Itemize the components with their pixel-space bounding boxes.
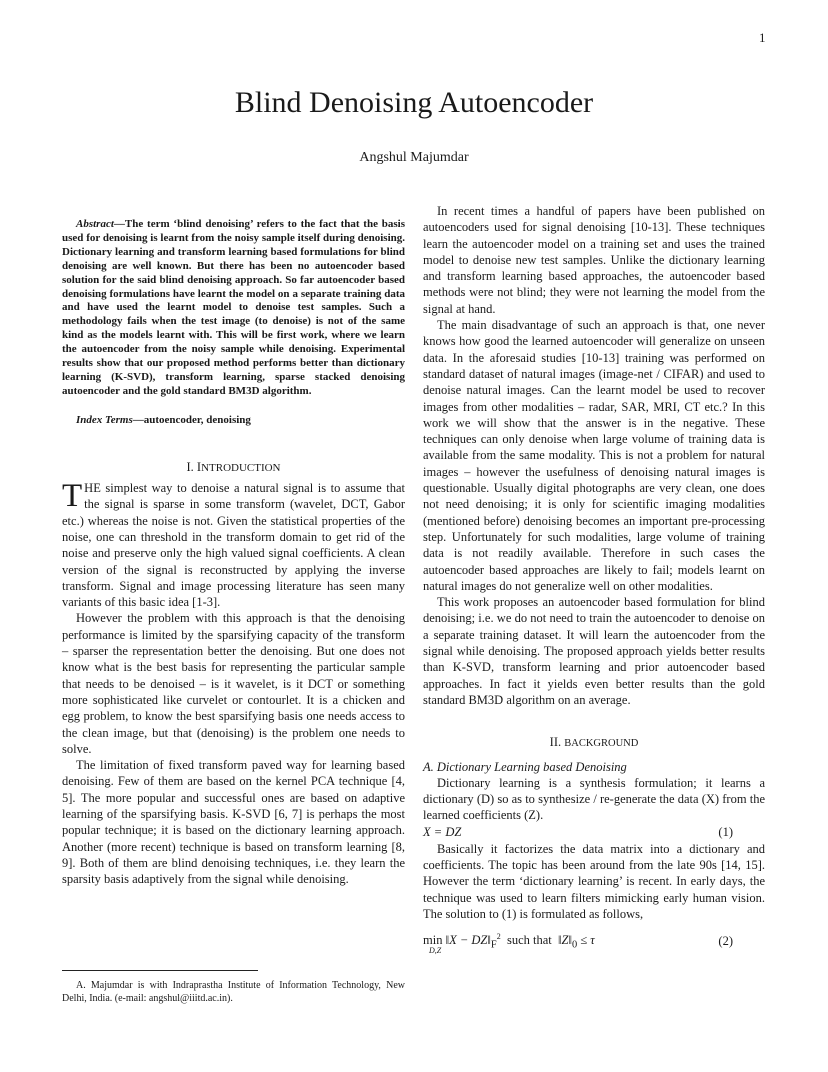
drop-cap: T [62,478,83,515]
equation-2-z-norm: ‖Z‖ [558,932,572,947]
heading-first-letter: I [196,459,202,474]
background-paragraph-1: Dictionary learning is a synthesis formulation; it learns a dictionary (D) so as to synthesize / re-generate the data (X) from the learned coefficients (Z). [423,775,765,823]
intro-paragraph-4: In recent times a handful of papers have been published on autoencoders used for signal denoising [10-13]. These techniques learn the autoencoder model on a training set and uses the trained model to denoise new test samples. Unlike the dictionary learning and transform learning based approaches, the autoencoder based methods were not blind; they were not learning the model from the signal at hand. [423,204,765,316]
section-numeral: II. [549,735,562,750]
equation-2-tail: ≤ τ [580,932,595,947]
abstract [62,218,405,399]
equation-2-norm-sub: F [490,939,497,951]
heading-rest: NTRODUCTION [201,461,281,474]
equation-2-number: (2) [718,934,733,949]
page-number: 1 [759,30,766,45]
intro-paragraph-3: The limitation of fixed transform paved way for learning based denoising. Few of them are based on the kernel PCA technique [4, 5]. The more popular and successful ones are based on adaptive learning of the sparsifying basis. K-SVD [6, 7] is perhaps the most popular technique; it is based on the dictionary learning approach. Another (more recent) technique is based on transform learning [8, 9]. Both of them are blind denoising techniques, i.e. they learn the sparsity basis adaptively from the signal while denoising. [62,758,405,887]
author-name: Angshul Majumdar [359,150,469,165]
footnote: A. Majumdar is with Indraprastha Institute of Information Technology, New Delhi, India. (e-mail: angshul@iiitd.ac.in). [62,980,405,1004]
intro-paragraph-2: However the problem with this approach is that the denoising performance is limited by the sparsifying capacity of the transform – sparser the representation better the denoising. But one does not know what is the best basis for representing the particular sample that needs to be denoised – is it wavelet, is it DCT or something more sophisticated like curvelet or contourlet. It is a chicken and egg problem, to know the best sparsifying basis one needs access to the clean image, but that (denoising) is the problem one needs to solve. [62,611,405,756]
section-heading-introduction [62,459,405,476]
intro-paragraph-1 [62,480,405,610]
equation-2-z-sub: 0 [571,939,578,951]
equation-2-body [423,929,595,954]
index-terms-text: —autoencoder, denoising [132,413,251,426]
equation-2-norm-sup: 2 [496,931,501,941]
equation-2-min: min [423,932,443,947]
abstract-text: —The term ‘blind denoising’ refers to the fact that the basis used for denoising is learnt from the noisy sample itself during denoising. Dictionary learning and transform learning based formulations for blind denoising are well known. But there has been no autoencoder based solution for the said blind denoising approach. So far autoencoder based denoising formulations have learnt the model on a separate training data and have used the learnt model to denoise test samples. Such a methodology fails when the test image (to denoise) is not of the same kind as the models learnt with. This will be first work, where we learn the autoencoder from the noisy sample while denoising. Experimental results show that our proposed method performs better than dictionary learning (K-SVD), transform learning, sparse stacked denoising autoencoder and the gold standard BM3D algorithm. [62,218,405,397]
equation-2-min-sub: D,Z [429,945,442,955]
index-terms [62,413,405,427]
right-column [423,203,765,956]
left-column [62,218,405,888]
equation-2-such-that: such that [506,932,552,947]
equation-1-body: X = DZ [423,825,462,840]
index-terms-label: Index Terms [76,413,133,426]
footnote-rule [62,970,258,971]
section-heading-background [423,734,765,752]
subsection-heading: A. Dictionary Learning based Denoising [423,759,627,774]
equation-1-number: (1) [718,825,733,840]
section-numeral: I. [186,459,194,474]
intro-paragraph-5: The main disadvantage of such an approach is that, one never knows how good the learned autoencoder will generalize on unseen data. In the aforesaid studies [10-13] training was performed on standard dataset of natural images (image-net / CIFAR) and used to denoise natural images. Can the learnt model be used to recover images from other modalities – radar, SAR, MRI, CT etc.? In this work we will show that the answer is in the negative. These techniques can only denoise when large volume of training data is available from the same modality. This is not a problem for natural images – however the usefulness of denoising natural images is questionable. Usually digital photographs are very clean, one does not need denoising; it is only for scientific imaging modalities (mentioned before) denoising becomes an important pre-processing step. Unfortunately for such modalities, large volume of training data is not readily available. Therefore in such cases the autoencoder based approaches are likely to fail; models learnt on natural images do not generalize well on other modalities. [423,318,765,593]
intro-paragraph-6: This work proposes an autoencoder based formulation for blind denoising; i.e. we do not need to train the autoencoder to denoise on a separate training dataset. It will learn the autoencoder from the signal while denoising. The proposed approach yields better results than K-SVD, transform learning and prior autoencoder based approaches. In fact it yields even better results than the gold standard BM3D algorithm on an average. [423,595,765,707]
heading-text: BACKGROUND [564,738,639,750]
equation-2-norm: ‖X − DZ‖ [445,932,491,947]
paper-title: Blind Denoising Autoencoder [234,86,594,119]
equation-2 [423,926,765,956]
abstract-label: Abstract [76,218,114,230]
background-paragraph-2: Basically it factorizes the data matrix into a dictionary and coefficients. The topic has been around from the late 90s [14, 15]. However the term ‘dictionary learning’ is recent. In early days, the technique was used to learn filters mimicking early human vision. The solution to (1) is formulated as follows, [423,841,765,921]
intro-paragraph-1-text: HE simplest way to denoise a natural signal is to assume that the signal is sparse in some transform (wavelet, DCT, Gabor etc.) whereas the noise is not. Given the statistical properties of the noise, one can threshold in the transform domain to get rid of the noise and preserve only the high valued signal coefficients. A clean version of the signal is reconstructed by applying the inverse transform. Signal and image processing literature has seen many variants of this basic idea [1-3]. [62,481,405,610]
equation-1 [423,824,765,841]
